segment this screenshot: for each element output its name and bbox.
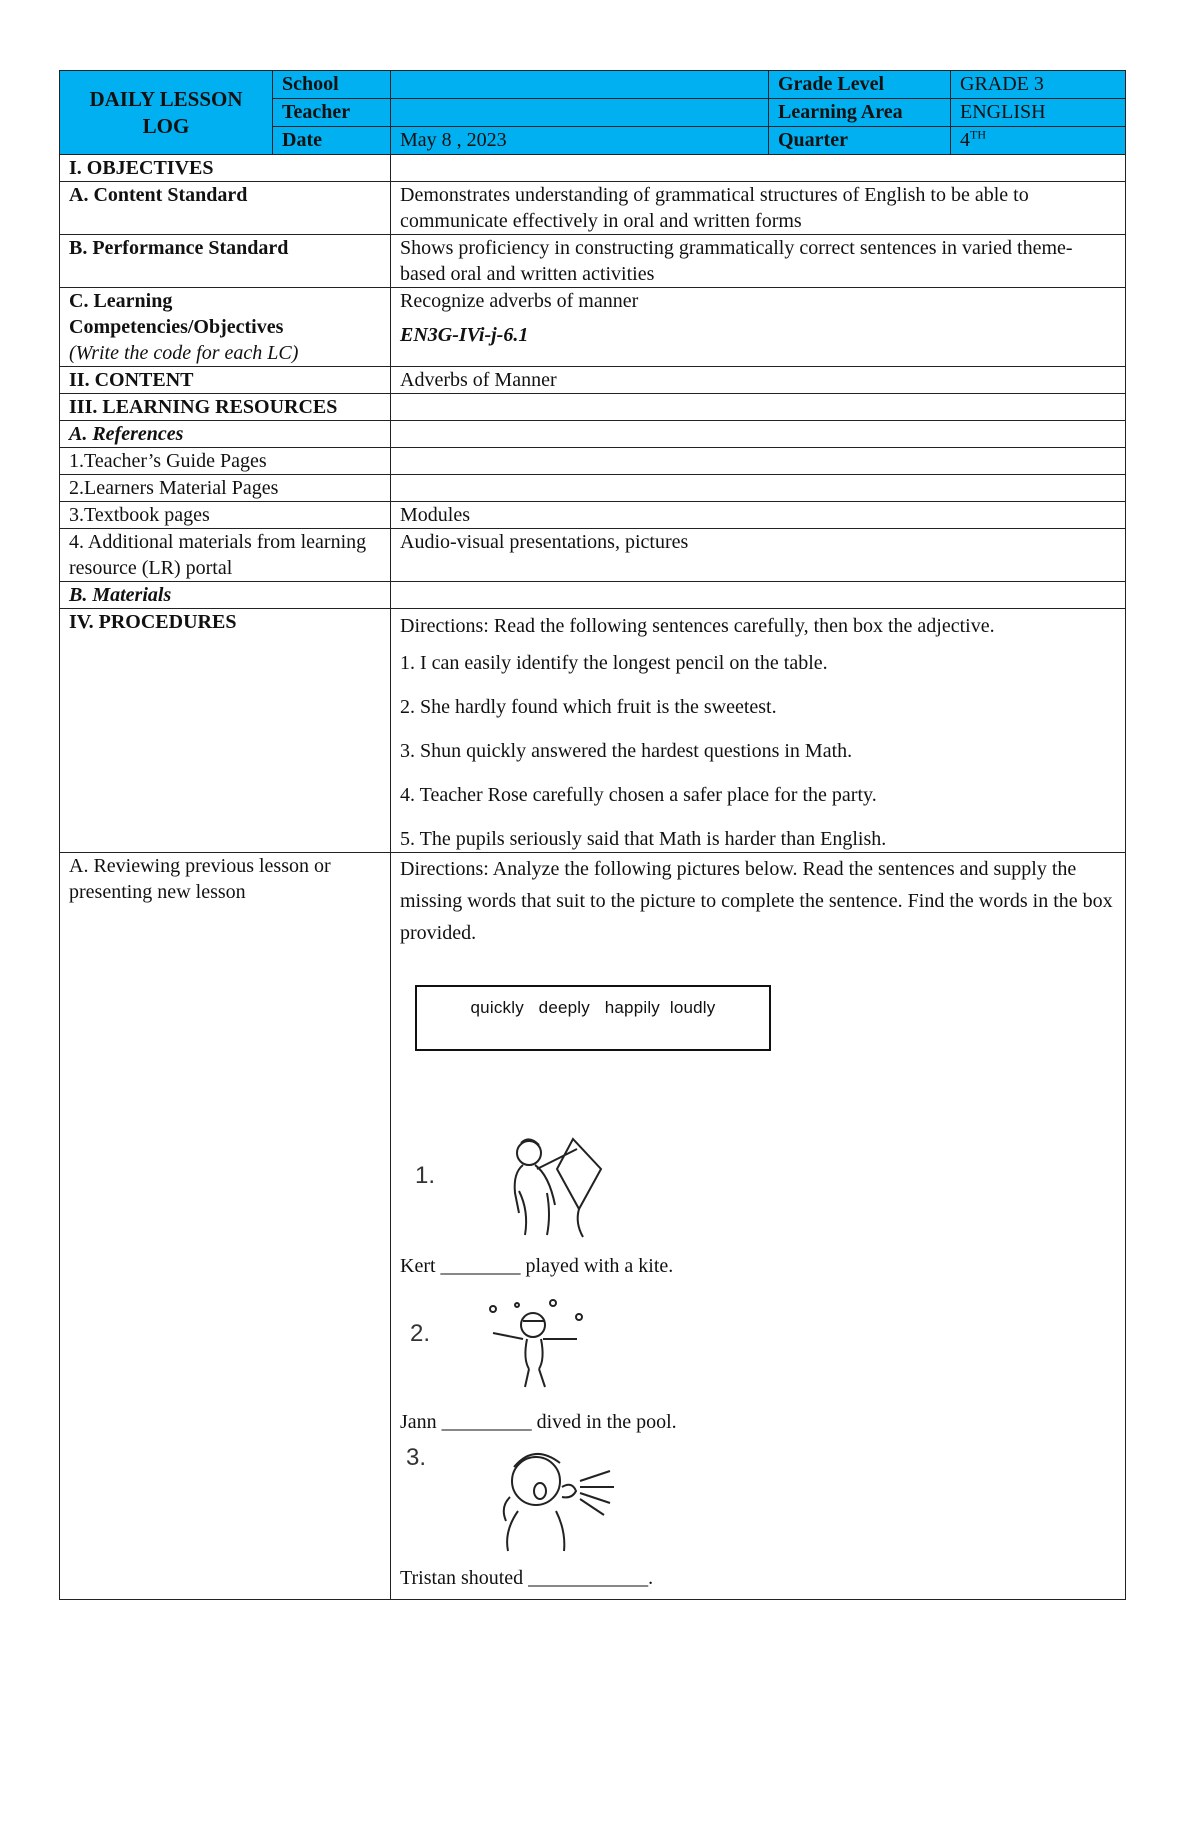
- materials-label: B. Materials: [60, 582, 391, 609]
- competency-code: EN3G-IVi-j-6.1: [400, 324, 529, 346]
- procedures-directions: Directions: Read the following sentences carefully, then box the adjective.: [400, 615, 995, 637]
- procedure-item: 1. I can easily identify the longest pencil on the table.: [400, 652, 828, 674]
- picture-item-3: [400, 1441, 1116, 1553]
- date-value[interactable]: May 8 , 2023: [391, 127, 769, 155]
- date-label: Date: [273, 127, 391, 155]
- references-value: [391, 421, 1126, 448]
- textbook-value: Modules: [391, 502, 1126, 529]
- procedure-item: 5. The pupils seriously said that Math is harder than English.: [400, 828, 887, 850]
- area-value[interactable]: ENGLISH: [951, 99, 1126, 127]
- content-standard-label: A. Content Standard: [60, 182, 391, 235]
- references-label: A. References: [60, 421, 391, 448]
- objectives-heading: I. OBJECTIVES: [60, 155, 391, 182]
- procedures-heading: IV. PROCEDURES: [60, 609, 391, 853]
- teacher-label: Teacher: [273, 99, 391, 127]
- daily-lesson-log: [59, 70, 1125, 1600]
- teacher-value[interactable]: [391, 99, 769, 127]
- competency-label: [60, 288, 391, 367]
- procedure-item: 4. Teacher Rose carefully chosen a safer place for the party.: [400, 784, 877, 806]
- content-heading: II. CONTENT: [60, 367, 391, 394]
- competency-label-line1: C. Learning: [69, 290, 173, 312]
- procedure-item: 2. She hardly found which fruit is the sweetest.: [400, 696, 777, 718]
- performance-standard-label: B. Performance Standard: [60, 235, 391, 288]
- picture-sentence: Kert ________ played with a kite.: [400, 1255, 674, 1277]
- learners-material-value: [391, 475, 1126, 502]
- teachers-guide-label: 1.Teacher’s Guide Pages: [60, 448, 391, 475]
- picture-item-1: [400, 1133, 1116, 1241]
- resources-heading: III. LEARNING RESOURCES: [60, 394, 391, 421]
- boy-kite-icon: [503, 1133, 623, 1241]
- procedures-cell: [391, 609, 1126, 853]
- teachers-guide-value: [391, 448, 1126, 475]
- area-label: Learning Area: [769, 99, 951, 127]
- content-text: Adverbs of Manner: [391, 367, 1126, 394]
- grade-label: Grade Level: [769, 71, 951, 99]
- log-title: DAILY LESSON LOG: [60, 71, 273, 155]
- boy-shouting-icon: [488, 1441, 618, 1553]
- objectives-value: [391, 155, 1126, 182]
- picture-sentence: Jann _________ dived in the pool.: [400, 1411, 677, 1433]
- lesson-log-table: [59, 70, 1126, 1600]
- additional-materials-label: 4. Additional materials from learning resource (LR) portal: [60, 529, 391, 582]
- review-label: A. Reviewing previous lesson or presenting new lesson: [60, 853, 391, 1600]
- resources-value: [391, 394, 1126, 421]
- picture-sentence: Tristan shouted ____________.: [400, 1567, 654, 1589]
- learners-material-label: 2.Learners Material Pages: [60, 475, 391, 502]
- materials-value: [391, 582, 1126, 609]
- school-label: School: [273, 71, 391, 99]
- picture-number: 1.: [415, 1162, 436, 1189]
- textbook-label: 3.Textbook pages: [60, 502, 391, 529]
- performance-standard-text: Shows proficiency in constructing grammatically correct sentences in varied theme-based oral and written activities: [391, 235, 1126, 288]
- quarter-value[interactable]: 4TH: [951, 127, 1126, 155]
- review-cell: [391, 853, 1126, 1600]
- boy-diving-icon: [483, 1297, 595, 1389]
- procedure-item: 3. Shun quickly answered the hardest questions in Math.: [400, 740, 853, 762]
- review-directions: Directions: Analyze the following pictures below. Read the sentences and supply the missing words that suit to the picture to complete the sentence. Find the words in the box provided.: [400, 858, 1113, 944]
- picture-item-2: [400, 1297, 1116, 1389]
- content-standard-text: Demonstrates understanding of grammatical structures of English to be able to communicate effectively in oral and written forms: [391, 182, 1126, 235]
- competency-text: Recognize adverbs of manner: [400, 290, 639, 312]
- school-value[interactable]: [391, 71, 769, 99]
- picture-number: 3.: [406, 1444, 427, 1471]
- additional-materials-value: Audio-visual presentations, pictures: [391, 529, 1126, 582]
- competency-label-line2: Competencies/Objectives: [69, 316, 284, 338]
- competency-note: (Write the code for each LC): [69, 342, 299, 364]
- quarter-label: Quarter: [769, 127, 951, 155]
- competency-cell: [391, 288, 1126, 367]
- grade-value[interactable]: GRADE 3: [951, 71, 1126, 99]
- word-box: quickly deeply happily loudly: [415, 985, 771, 1051]
- picture-number: 2.: [410, 1320, 431, 1347]
